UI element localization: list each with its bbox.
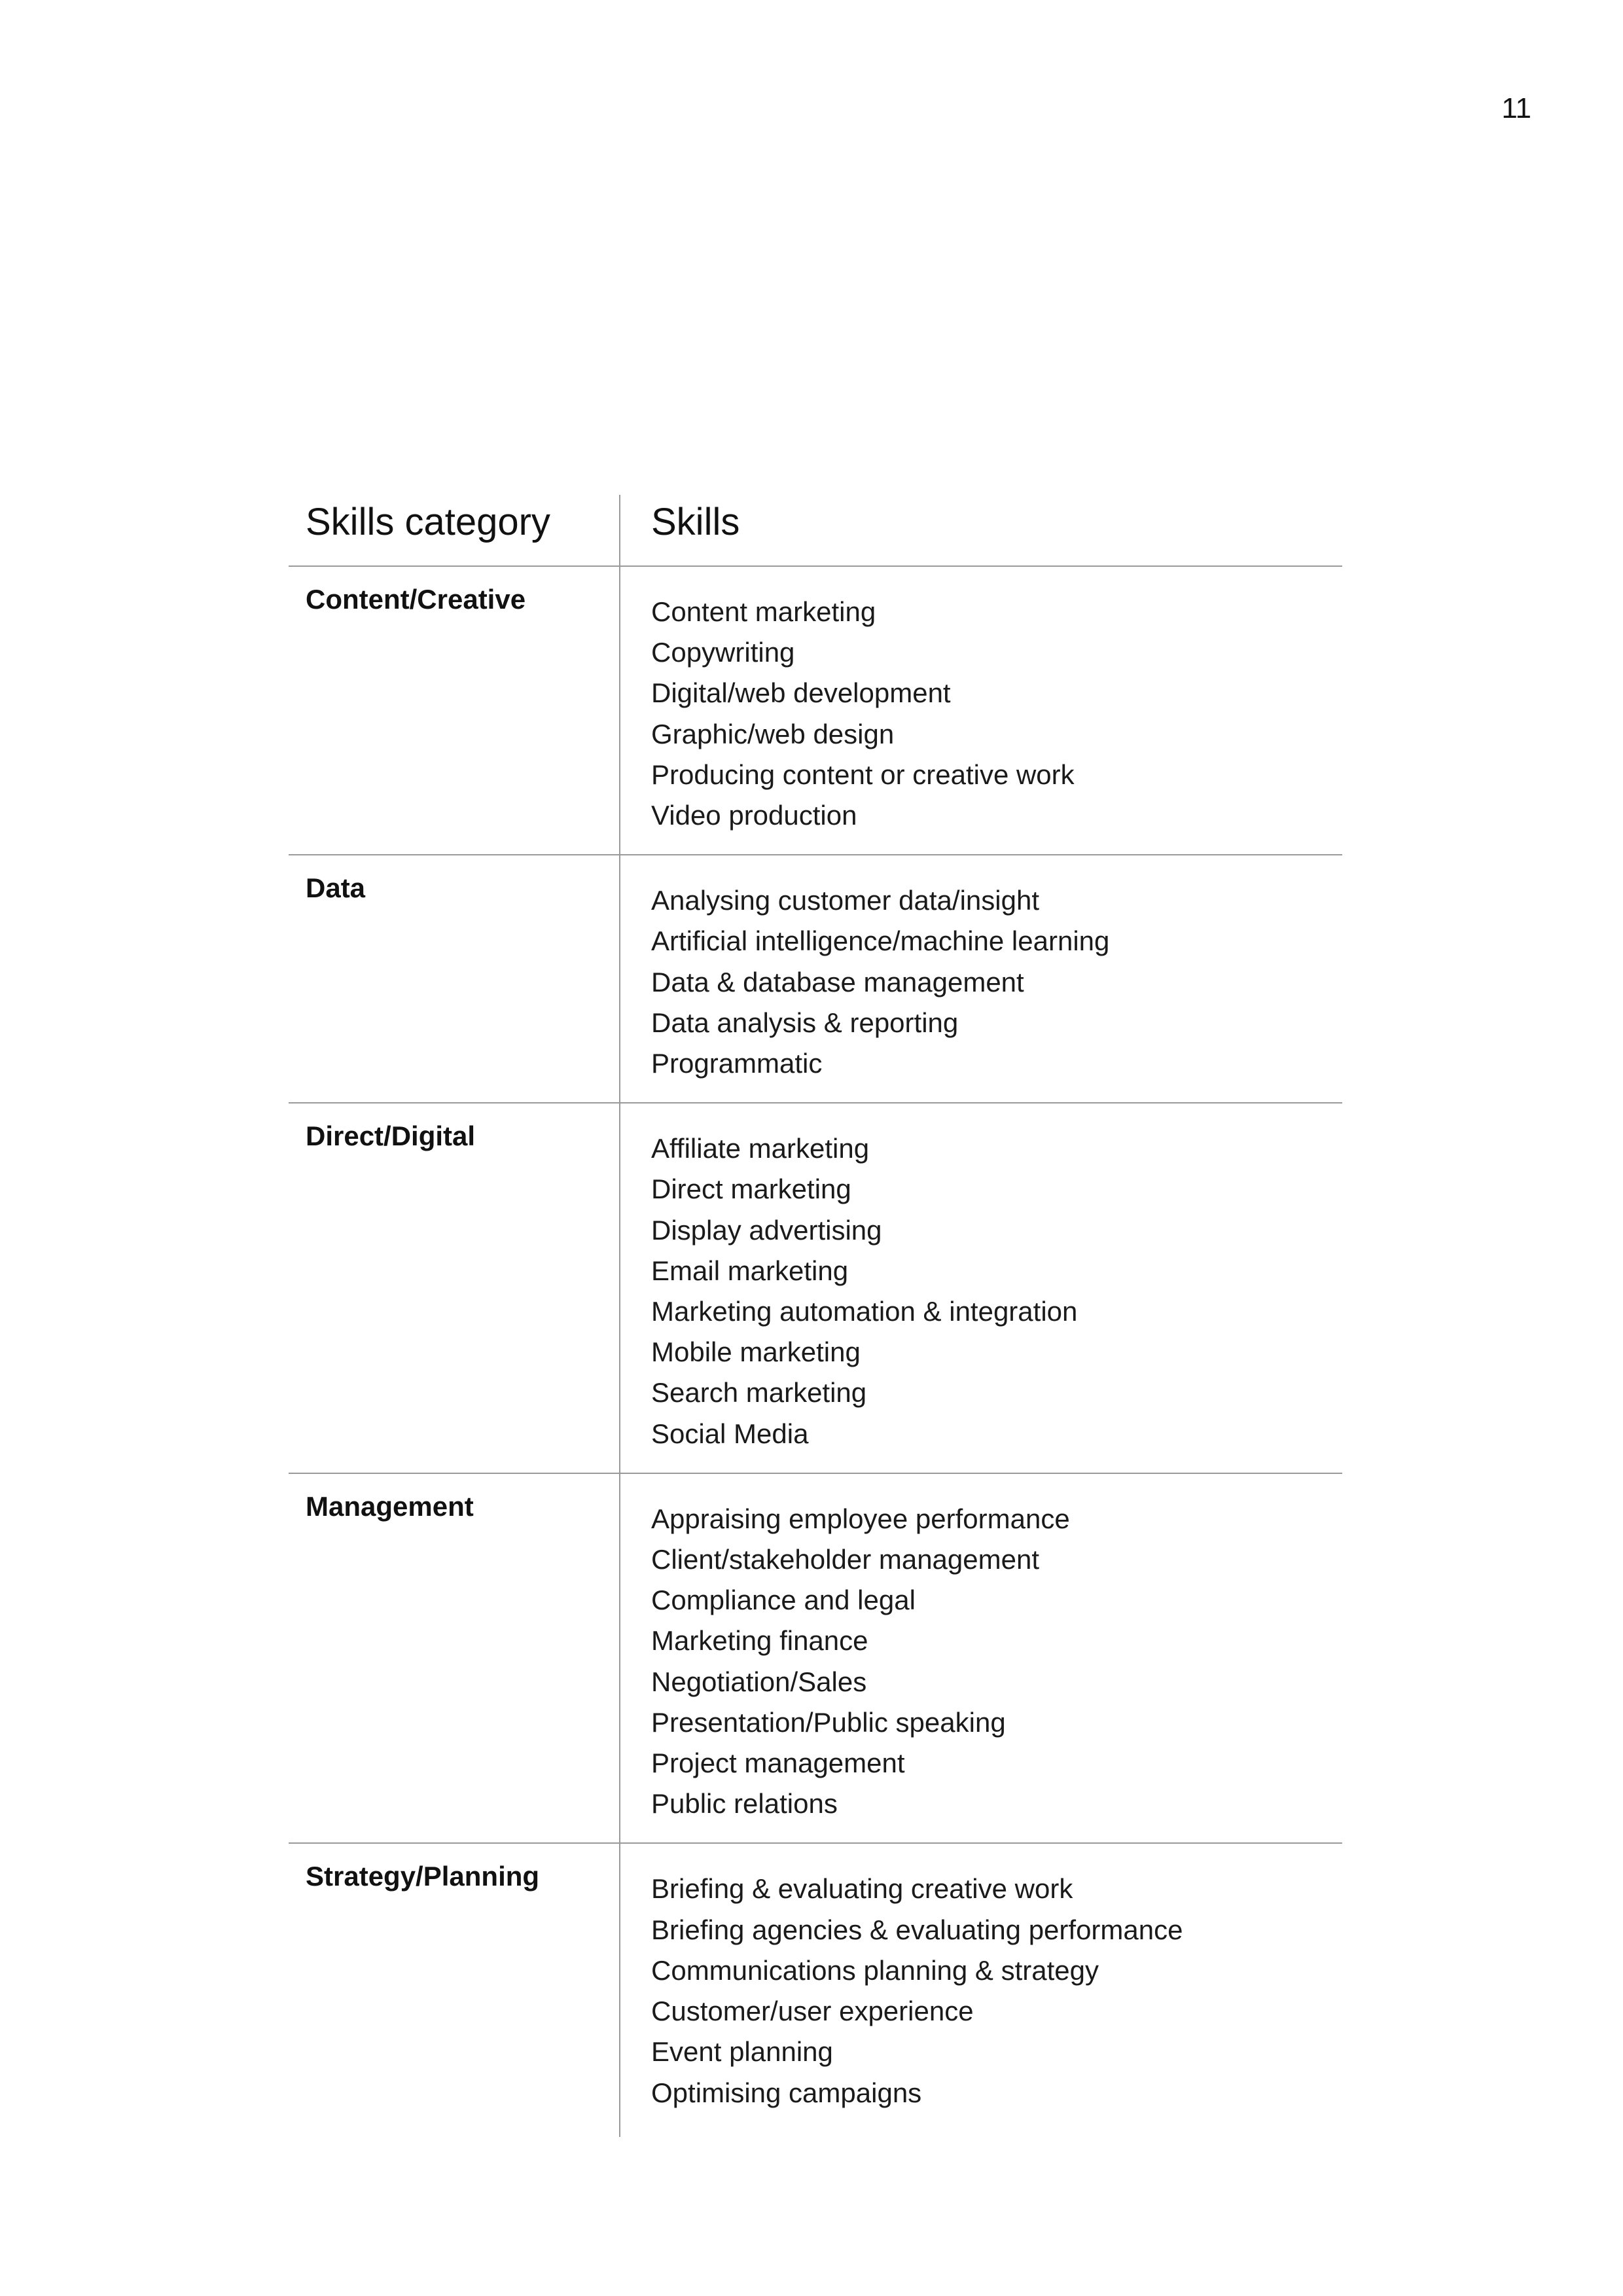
skill-item: Negotiation/Sales bbox=[651, 1666, 867, 1697]
skills-list bbox=[651, 1103, 1342, 1473]
table-header-row bbox=[289, 495, 1342, 567]
skill-item: Appraising employee performance bbox=[651, 1503, 1070, 1534]
skills-cell bbox=[620, 855, 1342, 1102]
table-row bbox=[289, 855, 1342, 1103]
skill-item: Email marketing bbox=[651, 1255, 849, 1286]
category-cell bbox=[289, 1844, 620, 2136]
skill-item: Affiliate marketing bbox=[651, 1133, 870, 1164]
category-cell bbox=[289, 1103, 620, 1473]
skills-cell bbox=[620, 1474, 1342, 1843]
skill-item: Graphic/web design bbox=[651, 718, 895, 749]
category-name: Data bbox=[306, 872, 366, 904]
skill-item: Client/stakeholder management bbox=[651, 1544, 1040, 1575]
skill-item: Marketing automation & integration bbox=[651, 1296, 1078, 1327]
category-cell bbox=[289, 1474, 620, 1843]
skill-item: Briefing agencies & evaluating performance bbox=[651, 1914, 1183, 1945]
skills-list bbox=[651, 1474, 1342, 1843]
skill-item: Analysing customer data/insight bbox=[651, 885, 1039, 916]
skill-item: Event planning bbox=[651, 2036, 833, 2068]
header-skills: Skills bbox=[651, 501, 740, 543]
skill-item: Producing content or creative work bbox=[651, 759, 1075, 790]
skills-list bbox=[651, 1844, 1342, 2136]
skill-item: Communications planning & strategy bbox=[651, 1954, 1099, 1986]
category-name: Direct/Digital bbox=[306, 1121, 476, 1152]
category-cell bbox=[289, 855, 620, 1102]
skill-item: Content marketing bbox=[651, 596, 876, 627]
table-row bbox=[289, 1844, 1342, 2136]
skills-table bbox=[289, 495, 1342, 2137]
skill-item: Data analysis & reporting bbox=[651, 1007, 959, 1038]
skill-item: Programmatic bbox=[651, 1048, 823, 1079]
skill-item: Copywriting bbox=[651, 637, 795, 668]
skill-item: Search marketing bbox=[651, 1377, 867, 1408]
table-row bbox=[289, 567, 1342, 855]
skill-item: Optimising campaigns bbox=[651, 2077, 922, 2108]
skills-cell bbox=[620, 1103, 1342, 1473]
skill-item: Customer/user experience bbox=[651, 1996, 974, 2027]
skills-cell bbox=[620, 1844, 1342, 2136]
skill-item: Data & database management bbox=[651, 966, 1024, 997]
skill-item: Direct marketing bbox=[651, 1174, 851, 1205]
category-name: Content/Creative bbox=[306, 584, 526, 615]
category-cell bbox=[289, 567, 620, 854]
category-name: Management bbox=[306, 1490, 474, 1522]
skills-cell bbox=[620, 567, 1342, 854]
category-name: Strategy/Planning bbox=[306, 1861, 540, 1892]
skill-item: Briefing & evaluating creative work bbox=[651, 1873, 1073, 1905]
skills-list bbox=[651, 855, 1342, 1102]
skill-item: Mobile marketing bbox=[651, 1336, 861, 1368]
table-body bbox=[289, 567, 1342, 2137]
skill-item: Project management bbox=[651, 1748, 905, 1779]
skill-item: Public relations bbox=[651, 1788, 838, 1820]
skill-item: Presentation/Public speaking bbox=[651, 1706, 1006, 1738]
skill-item: Display advertising bbox=[651, 1214, 882, 1246]
skills-list bbox=[651, 567, 1342, 854]
skill-item: Social Media bbox=[651, 1418, 809, 1449]
skill-item: Compliance and legal bbox=[651, 1585, 916, 1616]
header-skills-category: Skills category bbox=[289, 495, 620, 565]
page-number: 11 bbox=[1501, 92, 1531, 124]
skill-item: Artificial intelligence/machine learning bbox=[651, 925, 1110, 957]
table-row bbox=[289, 1103, 1342, 1474]
skill-item: Digital/web development bbox=[651, 677, 951, 709]
skill-item: Marketing finance bbox=[651, 1625, 868, 1657]
skill-item: Video production bbox=[651, 800, 857, 831]
table-row bbox=[289, 1474, 1342, 1844]
